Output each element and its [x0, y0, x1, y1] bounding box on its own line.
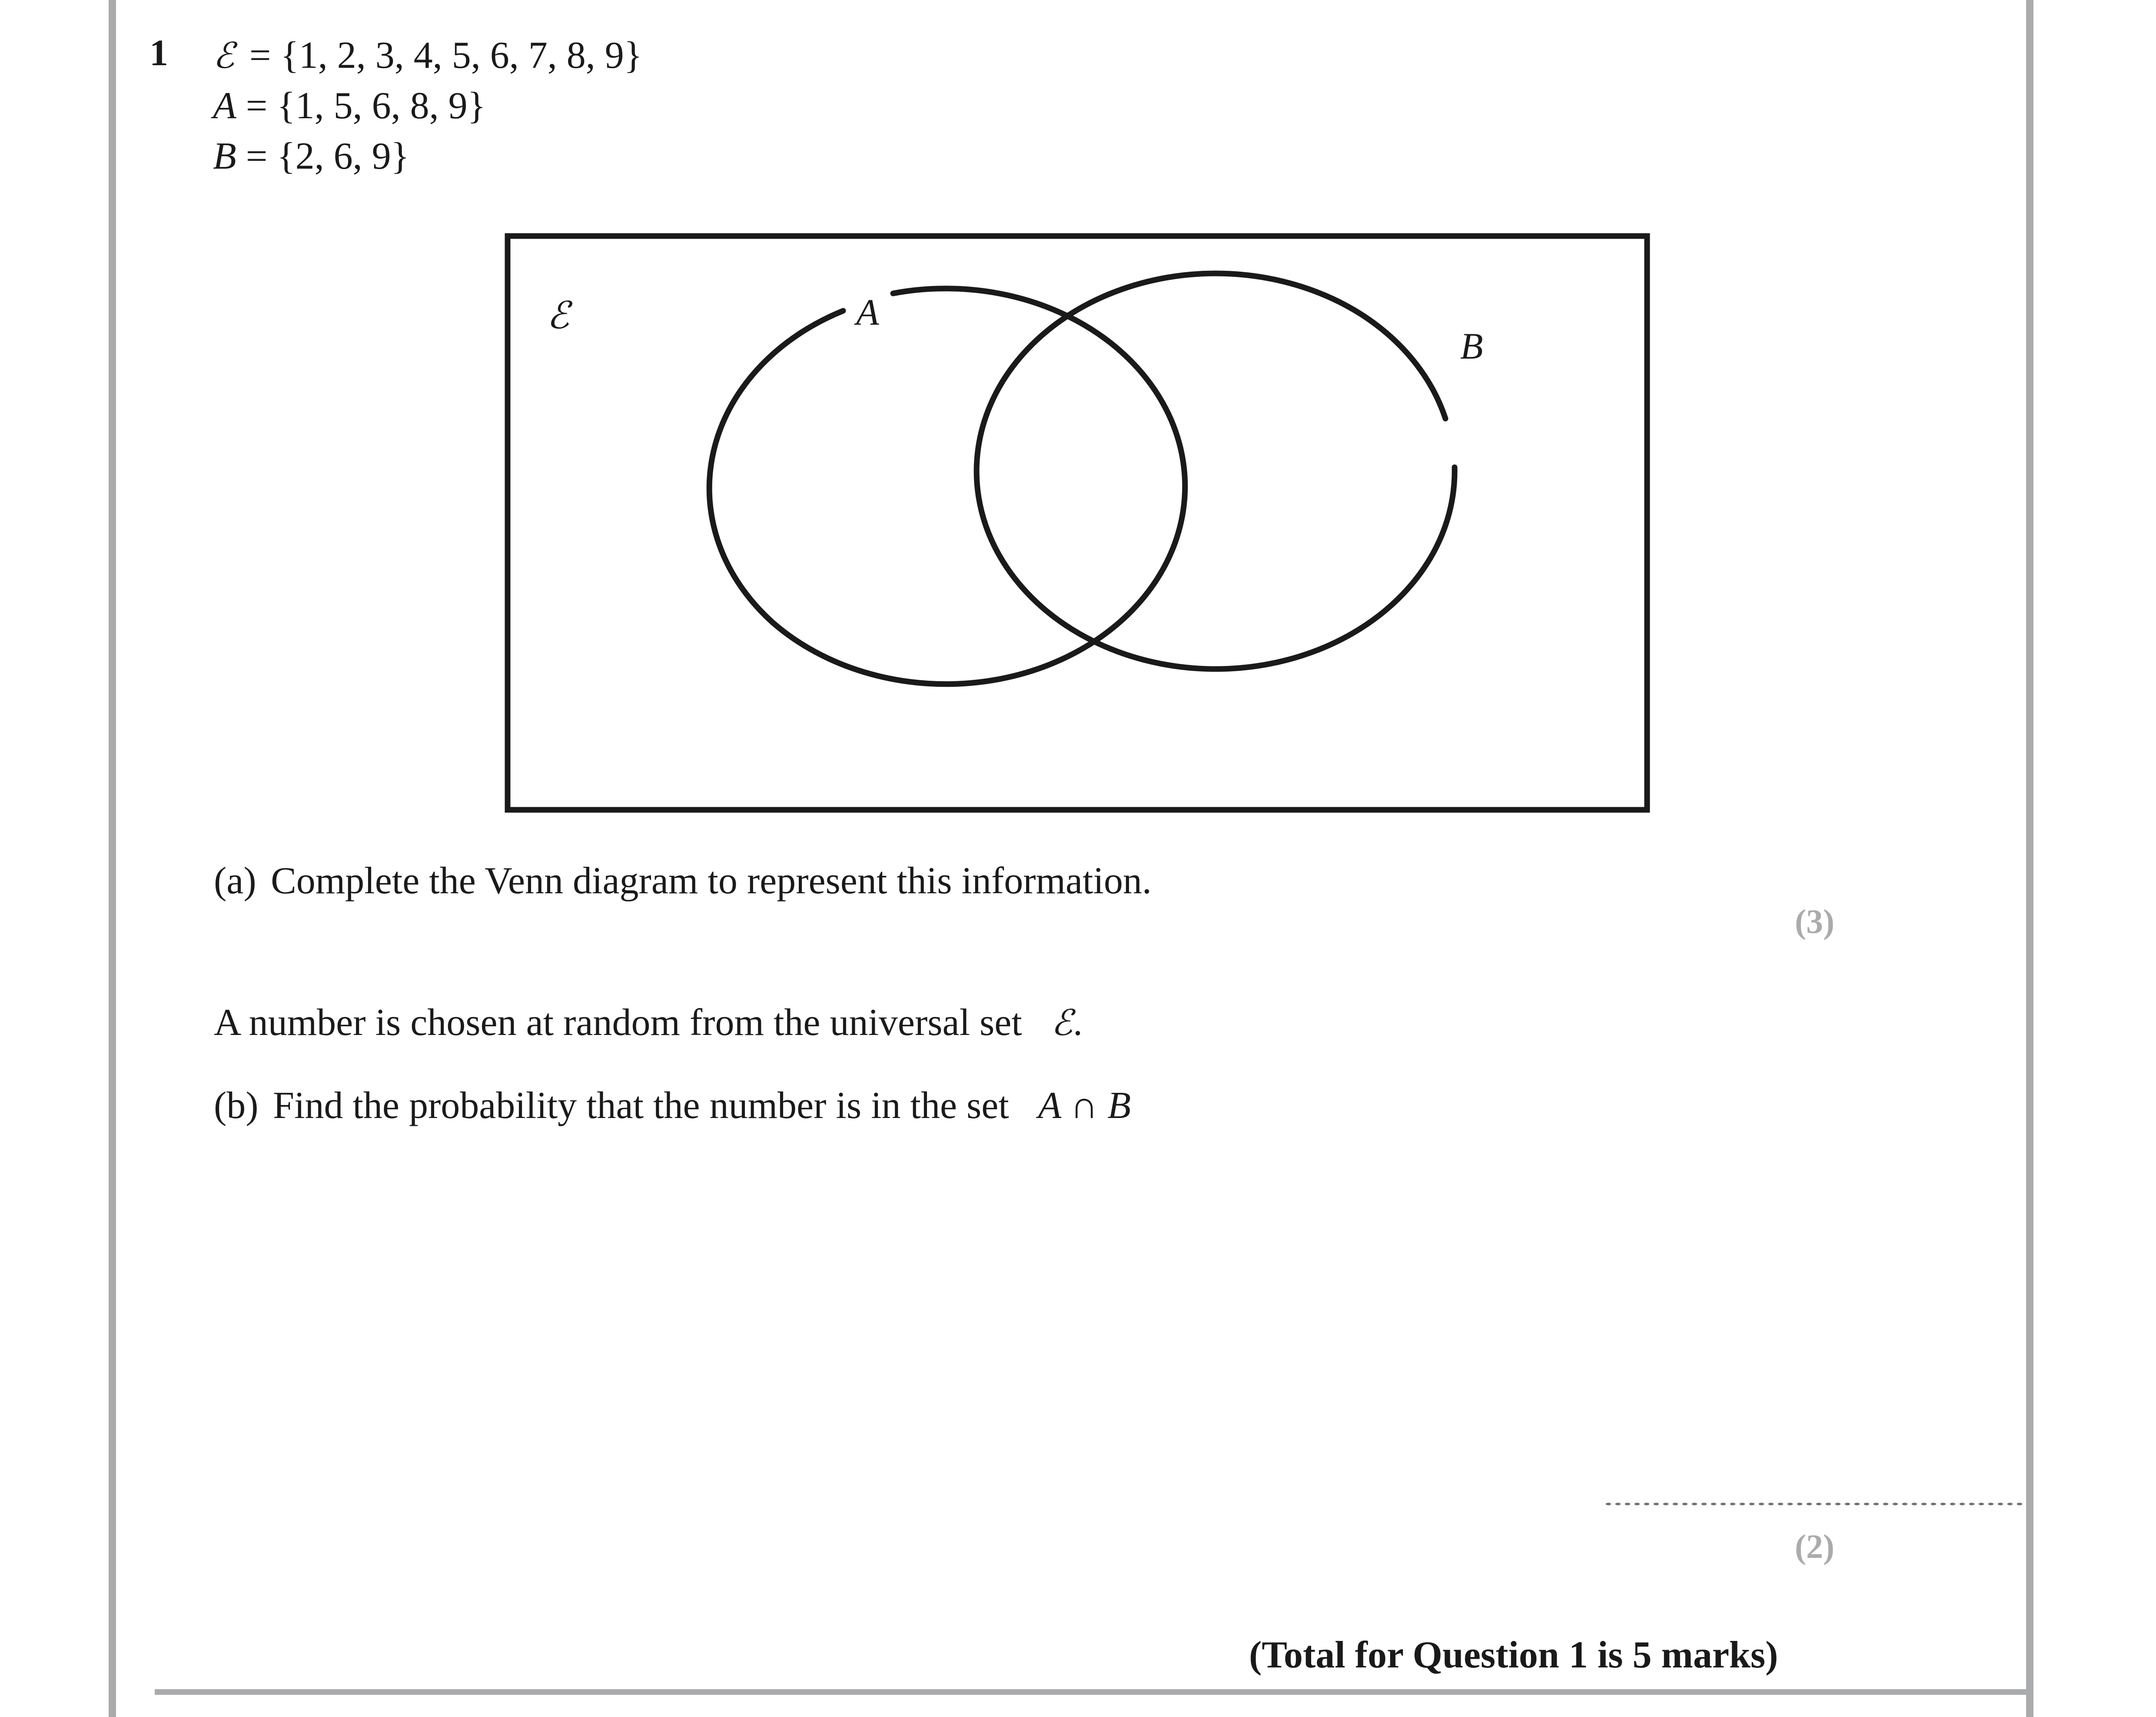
set-b-value: {2, 6, 9}	[277, 135, 409, 178]
narrative-text: A number is chosen at random from the universal set	[214, 1002, 1022, 1044]
set-b-symbol: B	[213, 135, 236, 178]
marks-part-a: (3)	[1795, 902, 1834, 940]
page-rule-right	[2026, 0, 2033, 1717]
venn-universal-label: ℰ	[547, 294, 570, 337]
narrative-universal-symbol: ℰ	[1051, 1002, 1073, 1044]
venn-diagram[interactable]	[495, 224, 1669, 832]
venn-ellipse-b	[1369, 319, 1445, 419]
part-b-math: A ∩ B	[1038, 1085, 1131, 1127]
universal-set-value: {1, 2, 3, 4, 5, 6, 7, 8, 9}	[280, 34, 642, 77]
part-b	[214, 1081, 1131, 1131]
question-number: 1	[149, 32, 168, 73]
narrative-line	[214, 998, 1083, 1048]
part-a-marker: (a)	[214, 860, 256, 902]
venn-ellipse-a	[709, 311, 843, 623]
equals-sign-b: =	[246, 135, 268, 178]
narrative-period: .	[1073, 1002, 1083, 1044]
set-a-value: {1, 5, 6, 8, 9}	[277, 85, 486, 127]
set-definition-universal	[213, 30, 642, 81]
answer-dotted-line[interactable]	[1604, 1502, 2023, 1506]
part-b-text: Find the probability that the number is in the set	[273, 1085, 1009, 1127]
part-a	[214, 856, 1152, 906]
equals-sign-a: =	[246, 85, 268, 127]
set-a-symbol: A	[213, 85, 236, 127]
equals-sign-universal: =	[249, 34, 271, 77]
question-total-label: (Total for Question 1 is 5 marks)	[1249, 1634, 1778, 1676]
universal-set-symbol: ℰ	[213, 35, 235, 77]
venn-label-a: A	[856, 291, 879, 333]
marks-part-b: (2)	[1795, 1527, 1834, 1565]
question-stem	[213, 30, 642, 182]
page-rule-left	[109, 0, 116, 1717]
venn-label-b: B	[1460, 325, 1483, 367]
set-definition-a	[213, 81, 642, 131]
part-a-text: Complete the Venn diagram to represent this information.	[271, 860, 1152, 902]
part-b-marker: (b)	[214, 1085, 259, 1127]
set-definition-b	[213, 131, 642, 182]
page-rule-bottom	[155, 1689, 2026, 1695]
